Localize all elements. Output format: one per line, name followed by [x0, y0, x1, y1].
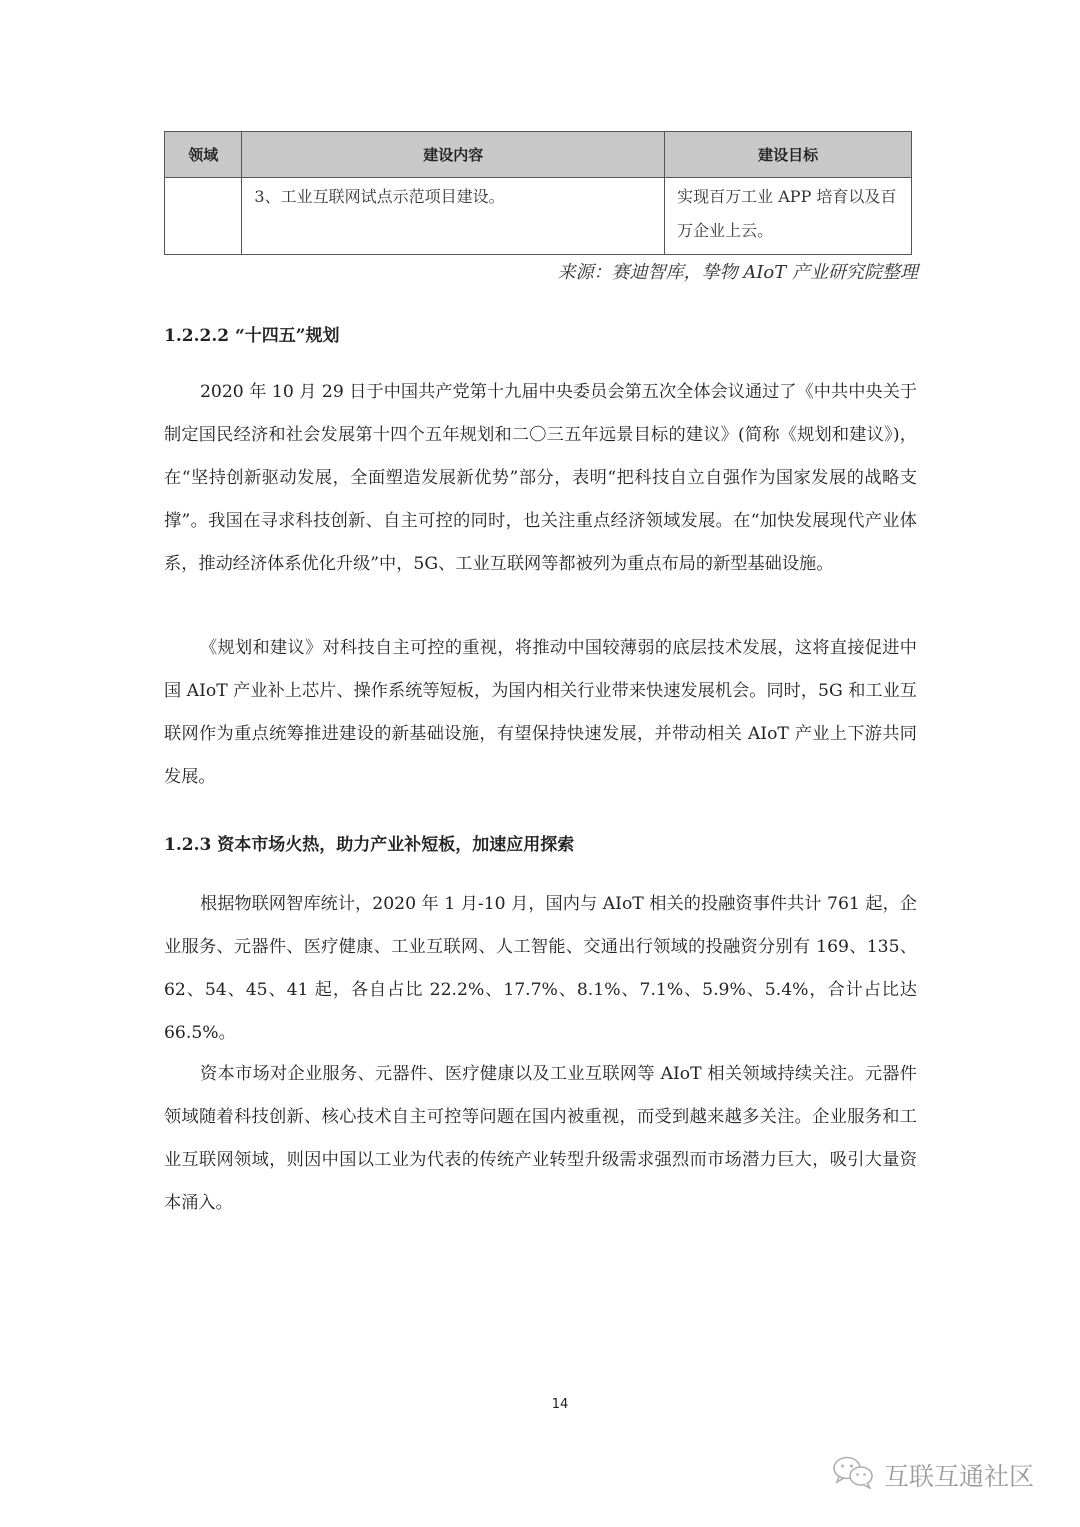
cell-content: 3、工业互联网试点示范项目建设。	[242, 178, 665, 255]
construction-table	[164, 131, 912, 255]
table-row	[165, 178, 912, 255]
wechat-icon	[832, 1455, 876, 1495]
paragraph: 根据物联网智库统计，2020 年 1 月-10 月，国内与 AIoT 相关的投融资事件共计 761 起，企业服务、元器件、医疗健康、工业互联网、人工智能、交通出行领域的投融资分别有 169、135、62、54、45、41 起，各自占比 22.2%、17.7%、8.1%、7.1%、5.9%、5.4%，合计占比达 66.5%。	[164, 894, 917, 1043]
header-goal: 建设目标	[665, 132, 912, 178]
watermark	[832, 1455, 1034, 1495]
table-header-row	[165, 132, 912, 178]
section-heading-14th-plan: 1.2.2.2 “十四五”规划	[164, 326, 340, 346]
cell-domain	[165, 178, 242, 255]
page-number: 14	[551, 1397, 569, 1412]
watermark-text: 互联互通社区	[884, 1462, 1035, 1491]
section-heading-capital-market: 1.2.3 资本市场火热，助力产业补短板，加速应用探索	[164, 835, 575, 855]
table-source-caption: 来源：赛迪智库，挚物 AIoT 产业研究院整理	[557, 262, 918, 283]
paragraph: 《规划和建议》对科技自主可控的重视，将推动中国较薄弱的底层技术发展，这将直接促进中国 AIoT 产业补上芯片、操作系统等短板，为国内相关行业带来快速发展机会。同时，5G 和工业互联网作为重点统筹推进建设的新基础设施，有望保持快速发展，并带动相关 AIoT 产业上下游共同发展。	[164, 638, 917, 787]
paragraph: 资本市场对企业服务、元器件、医疗健康以及工业互联网等 AIoT 相关领域持续关注。元器件领域随着科技创新、核心技术自主可控等问题在国内被重视，而受到越来越多关注。企业服务和工业互联网领域，则因中国以工业为代表的传统产业转型升级需求强烈而市场潜力巨大，吸引大量资本涌入。	[164, 1064, 917, 1213]
header-content: 建设内容	[242, 132, 665, 178]
header-domain: 领域	[165, 132, 242, 178]
cell-goal: 实现百万工业 APP 培育以及百万企业上云。	[665, 178, 912, 255]
paragraph: 2020 年 10 月 29 日于中国共产党第十九届中央委员会第五次全体会议通过了《中共中央关于制定国民经济和社会发展第十四个五年规划和二〇三五年远景目标的建议》(简称《规划和建议》)，在“坚持创新驱动发展，全面塑造发展新优势”部分，表明“把科技自立自强作为国家发展的战略支撑”。我国在寻求科技创新、自主可控的同时，也关注重点经济领域发展。在“加快发展现代产业体系，推动经济体系优化升级”中，5G、工业互联网等都被列为重点布局的新型基础设施。	[164, 382, 917, 574]
